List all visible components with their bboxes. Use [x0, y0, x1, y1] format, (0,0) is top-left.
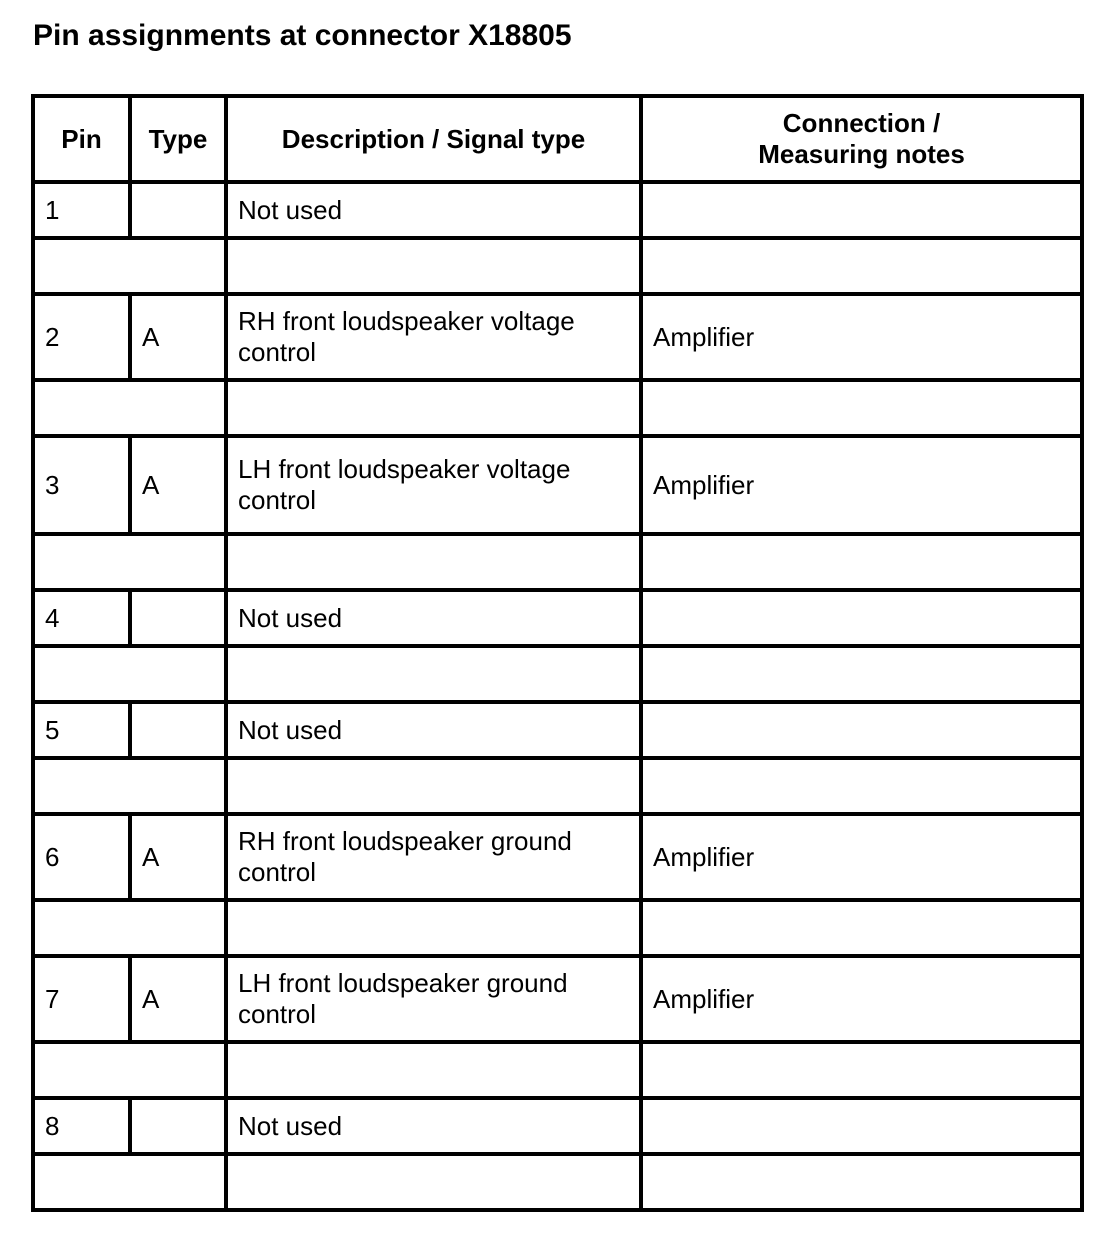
spacer-row	[33, 534, 1082, 590]
empty-cell	[33, 758, 226, 814]
table-row	[33, 590, 1082, 646]
pin-assignment-table	[31, 94, 1084, 1212]
pin-cell: 4	[33, 590, 130, 646]
spacer-row	[33, 238, 1082, 294]
empty-cell	[226, 646, 641, 702]
description-cell: Not used	[226, 1098, 641, 1154]
description-cell: Not used	[226, 590, 641, 646]
description-line1: LH front loudspeaker voltage	[238, 454, 571, 484]
column-header-connection	[641, 96, 1082, 182]
spacer-row	[33, 758, 1082, 814]
empty-cell	[33, 534, 226, 590]
connection-cell	[641, 590, 1082, 646]
column-header-type: Type	[130, 96, 226, 182]
empty-cell	[641, 900, 1082, 956]
connection-cell: Amplifier	[641, 294, 1082, 380]
page-title: Pin assignments at connector X18805	[33, 19, 572, 52]
description-cell: Not used	[226, 702, 641, 758]
pin-cell: 3	[33, 436, 130, 534]
type-cell	[130, 1098, 226, 1154]
table-row	[33, 294, 1082, 380]
type-cell: A	[130, 956, 226, 1042]
column-header-connection-line1: Connection /	[782, 108, 941, 138]
empty-cell	[33, 900, 226, 956]
table-row	[33, 814, 1082, 900]
empty-cell	[641, 646, 1082, 702]
empty-cell	[641, 1042, 1082, 1098]
empty-cell	[226, 758, 641, 814]
table-row	[33, 702, 1082, 758]
description-line2: control	[238, 485, 317, 515]
empty-cell	[226, 380, 641, 436]
empty-cell	[33, 380, 226, 436]
connection-cell	[641, 182, 1082, 238]
table-row	[33, 1098, 1082, 1154]
description-line2: control	[238, 337, 317, 367]
empty-cell	[641, 534, 1082, 590]
empty-cell	[641, 758, 1082, 814]
description-cell	[226, 814, 641, 900]
pin-cell: 6	[33, 814, 130, 900]
description-cell	[226, 294, 641, 380]
spacer-row	[33, 380, 1082, 436]
description-line2: control	[238, 857, 317, 887]
pin-cell: 2	[33, 294, 130, 380]
type-cell	[130, 182, 226, 238]
empty-cell	[33, 646, 226, 702]
description-cell: Not used	[226, 182, 641, 238]
empty-cell	[226, 534, 641, 590]
spacer-row	[33, 900, 1082, 956]
connection-cell: Amplifier	[641, 814, 1082, 900]
type-cell	[130, 590, 226, 646]
description-cell	[226, 436, 641, 534]
spacer-row	[33, 1042, 1082, 1098]
pin-cell: 7	[33, 956, 130, 1042]
table-row	[33, 956, 1082, 1042]
empty-cell	[33, 238, 226, 294]
connection-cell	[641, 1098, 1082, 1154]
description-line1: LH front loudspeaker ground	[238, 968, 568, 998]
pin-cell: 5	[33, 702, 130, 758]
description-line1: RH front loudspeaker ground	[238, 826, 572, 856]
empty-cell	[641, 1154, 1082, 1210]
description-line2: control	[238, 999, 317, 1029]
pin-cell: 1	[33, 182, 130, 238]
spacer-row	[33, 646, 1082, 702]
pin-cell: 8	[33, 1098, 130, 1154]
connection-cell: Amplifier	[641, 956, 1082, 1042]
empty-cell	[226, 238, 641, 294]
empty-cell	[226, 1042, 641, 1098]
type-cell: A	[130, 294, 226, 380]
type-cell: A	[130, 814, 226, 900]
empty-cell	[226, 900, 641, 956]
header-row	[33, 96, 1082, 182]
empty-cell	[33, 1042, 226, 1098]
empty-cell	[226, 1154, 641, 1210]
connection-cell	[641, 702, 1082, 758]
spacer-row	[33, 1154, 1082, 1210]
type-cell	[130, 702, 226, 758]
empty-cell	[641, 380, 1082, 436]
column-header-pin: Pin	[33, 96, 130, 182]
table-row	[33, 436, 1082, 534]
column-header-connection-line2: Measuring notes	[758, 139, 965, 169]
description-cell	[226, 956, 641, 1042]
description-line1: RH front loudspeaker voltage	[238, 306, 575, 336]
empty-cell	[33, 1154, 226, 1210]
column-header-description: Description / Signal type	[226, 96, 641, 182]
type-cell: A	[130, 436, 226, 534]
empty-cell	[641, 238, 1082, 294]
table-row	[33, 182, 1082, 238]
connection-cell: Amplifier	[641, 436, 1082, 534]
